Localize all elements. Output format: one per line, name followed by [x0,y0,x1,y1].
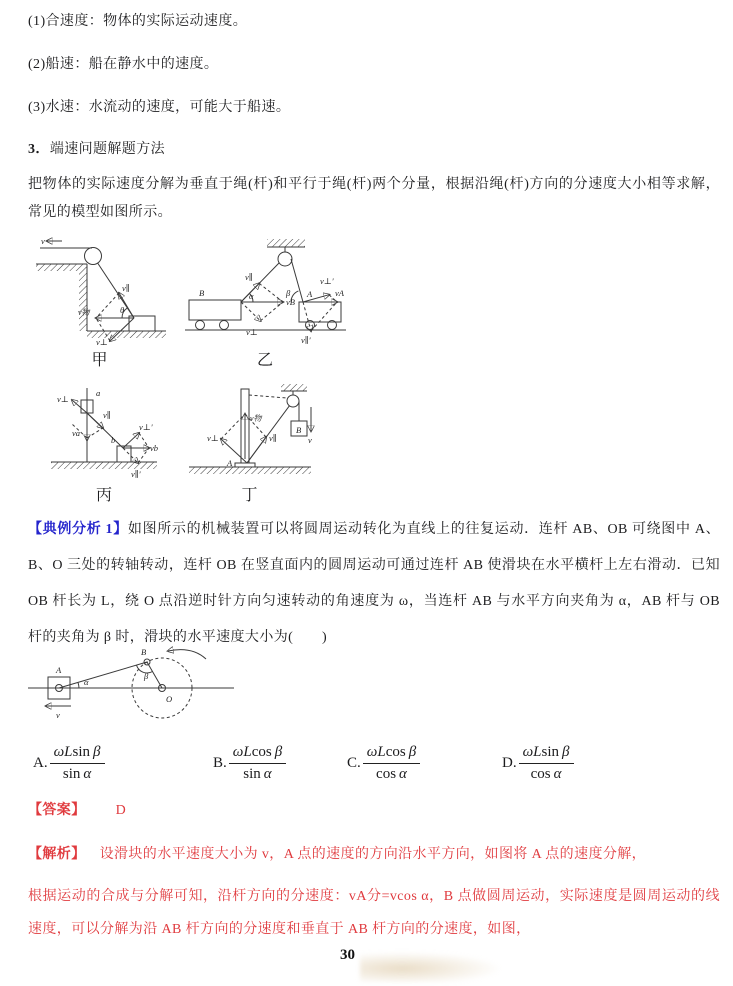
yi-v-parallel-prime-label: v∥′ [301,335,311,345]
intro-item-2: (2)船速：船在静水中的速度。 [28,57,219,72]
yi-cart-A-label: A [307,289,313,299]
cart-A [299,302,341,330]
bing-block-b-label: b [111,435,116,445]
option-A-num-var: β [93,743,101,760]
ding-v-parallel-label: v∥ [269,433,277,443]
option-B [213,739,286,787]
example-tag: 【典例分析 1】 [28,522,128,537]
counterclockwise-arrow [168,650,206,659]
option-B-den-fn: sin [243,765,261,782]
intro-item-3: (3)水速：水流动的速度，可能大于船速。 [28,100,291,115]
option-D-den-var: α [553,765,562,782]
option-B-fraction [229,744,286,783]
option-A-den-fn: sin [62,765,81,782]
option-A-den-var: α [83,765,92,782]
option-C-num-coef: ωL [366,743,386,760]
option-D-label: D. [502,754,517,771]
example-text: 如图所示的机械装置可以将圆周运动转化为直线上的往复运动．连杆 AB、OB 可绕图中 A、B、O 三处的转轴转动，连杆 OB 在竖直面内的圆周运动可通过连杆 AB 使滑块在水平横杆上左右滑动．已知 OB 杆长为 L，绕 O 点沿逆时针方向匀速转动的角速度为 ω，当连杆 AB 与水平方向夹角为 α，AB 杆与 OB 杆的夹角为 β 时，滑块的水平速度大小为( ) [28,522,721,645]
option-D-num-coef: ωL [522,743,542,760]
bing-v-parallel-label: v∥ [103,410,111,420]
yi-cart-B-label: B [199,288,205,298]
rod-AB [59,662,147,688]
example-paragraph [28,512,720,656]
answer-tag: 【答案】 [28,803,86,818]
bing-v-perp-label: v⊥ [57,394,69,404]
option-D-num-var: β [562,743,570,760]
section-heading [28,138,165,158]
jia-v-perp-label: v⊥ [96,337,108,347]
option-B-label: B. [213,754,227,771]
yi-v-perp-label: v⊥ [246,327,258,337]
ding-v-object-label: v物 [250,414,262,423]
figure-bing-pole-ring-diagram [47,384,162,479]
ceiling-and-pulley [281,384,307,407]
question-crank-slider-diagram [26,645,238,730]
jia-theta-label: θ [120,305,125,315]
option-A-num-coef: ωL [53,743,73,760]
caption-ding: 丁 [241,487,259,504]
q-point-O-label: O [166,694,173,704]
ding-v-perp-label: v⊥ [207,433,219,443]
option-A-num-fn: sin [72,743,91,760]
answer-value: D [115,803,127,818]
section-title: 端速问题解题方法 [49,142,166,157]
figure-yi-two-carts-diagram [183,234,348,346]
option-B-num-var: β [274,743,283,760]
section-number: 3． [28,142,50,157]
q-v-label: v [56,710,60,720]
ding-point-A-label: A [227,458,233,468]
option-D-fraction [519,744,574,783]
intro-item-1: (1)合速度：物体的实际运动速度。 [28,14,248,29]
option-B-num-fn: cos [251,743,272,760]
figure-ding-rod-pulley-diagram [185,381,315,483]
q-alpha-label: α [84,677,89,687]
analysis-text-1: 设滑块的水平速度大小为 v，A 点的速度的方向沿水平方向，如图将 A 点的速度分解， [99,847,647,862]
cliff-and-ground [36,264,166,338]
figure-jia-pulley-wall-diagram [30,234,170,346]
option-C-num-var: β [408,743,417,760]
jia-v-label: v [41,236,45,246]
option-C-fraction [363,744,420,783]
scan-smudge-artifact [360,952,500,982]
bing-v-parallel-prime-label: v∥′ [131,469,141,479]
caption-bing: 丙 [95,487,113,504]
yi-alpha-label: α [249,291,254,301]
option-C-den-fn: cos [376,765,397,782]
bing-ring-a-label: a [96,388,101,398]
cart-B [189,300,241,330]
jia-v-parallel-label: v∥ [122,283,130,293]
option-A-label: A. [33,754,48,771]
caption-jia: 甲 [91,352,109,369]
option-D-den-fn: cos [530,765,551,782]
option-C [347,739,420,787]
option-A [33,739,105,787]
page-number: 30 [340,947,355,963]
caption-yi: 乙 [256,352,274,369]
q-point-A-label: A [56,665,62,675]
option-B-num-coef: ωL [232,743,252,760]
yi-v-perp-prime-label: v⊥′ [320,276,334,286]
bing-v-perp-prime-label: v⊥′ [139,422,153,432]
jia-v-object-label: v物 [78,308,90,317]
ground [189,467,311,474]
bing-vb-label: vb [150,443,159,453]
ground [51,462,157,469]
yi-vB-label: vB [286,297,295,307]
analysis-line-1 [28,843,646,863]
q-point-B-label: B [141,647,147,657]
yi-vA-label: vA [335,288,344,298]
ding-block-B-label: B [296,425,302,435]
analysis-line-2: 根据运动的合成与分解可知，沿杆方向的分速度：vA分=vcos α，B 点做圆周运动，实际速度是圆周运动的线速度，可以分解为沿 AB 杆方向的分速度和垂直于 AB 杆方向的分速度，如图， [28,889,720,937]
method-paragraph: 把物体的实际速度分解为垂直于绳(杆)和平行于绳(杆)两个分量，根据沿绳(杆)方向的分速度大小相等求解，常见的模型如图所示。 [28,177,720,220]
ding-v-label: v [308,435,312,445]
crank-OB [147,662,162,688]
option-C-den-var: α [399,765,407,782]
option-A-fraction [50,744,105,783]
yi-v-parallel-label: v∥ [245,272,253,282]
option-D [502,739,574,787]
option-C-num-fn: cos [385,743,406,760]
option-B-den-var: α [263,765,272,782]
option-D-num-fn: sin [541,743,560,760]
alpha-arc [78,683,79,689]
q-beta-label: β [144,671,149,681]
analysis-tag: 【解析】 [28,847,86,862]
answer-line [28,799,126,819]
yi-beta-label: β [286,288,291,298]
bing-va-label: va [72,428,81,438]
option-C-label: C. [347,754,361,771]
ceiling-and-pulley [267,239,305,266]
